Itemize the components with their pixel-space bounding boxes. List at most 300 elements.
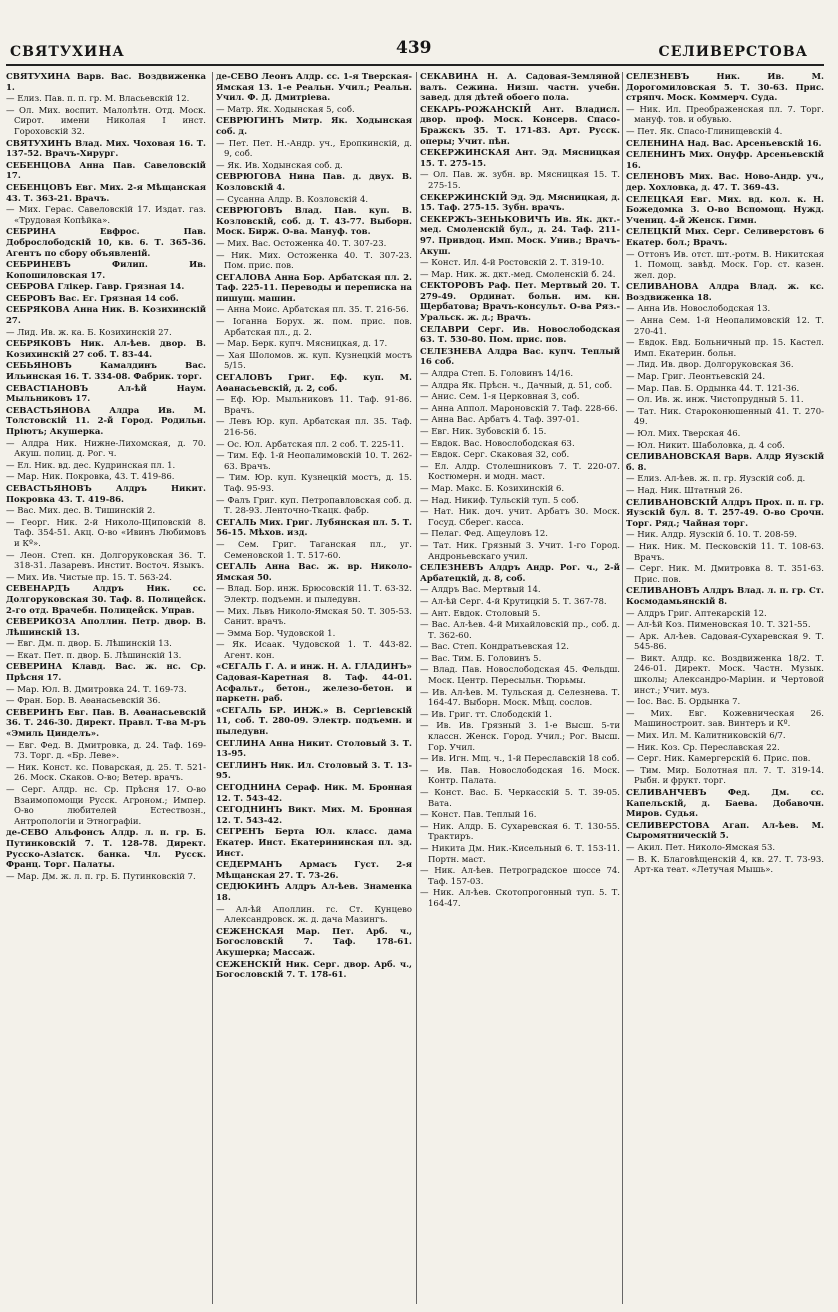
entry-text: СЕВЕРИКОЗА Аполлин. Петр. двор. В. Лѣшинскій 13. — [6, 617, 206, 638]
entry-text: — В. К. Благовѣщенскій 4, кв. 27. Т. 73-93. Арт-ка теат. «Летучая Мышь». — [626, 854, 824, 876]
entry-text: СЕВРЮГИНЪ Митр. Як. Ходынская соб. д. — [216, 116, 412, 137]
directory-subentry — [6, 685, 206, 696]
directory-subentry — [420, 585, 620, 596]
entry-text: — Евдок. Серг. Скаковая 32, соб. — [420, 450, 570, 461]
directory-entry — [216, 860, 412, 881]
entry-text: СЕЛИВАНОВСКАЯ Варв. Алдр Яузскій б. 8. — [626, 452, 824, 473]
entry-text: СЕГАЛОВЪ Григ. Еф. куп. М. Аѳанасьевскій, д. 2, соб. — [216, 373, 412, 394]
entry-text: СЕКТОРОВЪ Раф. Пет. Мертвый 20. Т. 279-49. Ординат. больн. им. кн. Щербатова; Врачъ-консульт. О-ва Ряз.-Уральск. ж. д.; Врачъ. — [420, 281, 620, 324]
directory-entry — [6, 584, 206, 616]
entry-text: — Леон. Степ. кн. Долгоруковская 36. Т. 318-31. Лазаревъ. Инстит. Восточ. Языкъ. — [6, 550, 206, 572]
directory-entry — [6, 139, 206, 160]
entry-text: — Оттонъ Ив. отст. шт.-ротм. В. Никитская 1. Помощ. завѣд. Моск. Гор. ст. казен. жел. дор. — [626, 249, 824, 281]
directory-entry — [626, 227, 824, 248]
entry-text: СЕКАРЬ-РОЖАНСКІЙ Ант. Владисл. двор. проф. Моск. Консерв. Спасо-Бражскъ 35. Т. 171-83. Арт. Русск. оперы; Учит. пѣн. — [420, 104, 620, 147]
entry-text: СЕБРЯКОВА Анна Ник. В. Козихинскій 27. — [6, 305, 206, 327]
directory-subentry — [420, 170, 620, 191]
entry-text: — Ник. Алдр. Б. Сухаревская 6. Т. 130-55. Трактиръ. — [420, 821, 620, 843]
directory-columns — [6, 72, 826, 1304]
entry-text: — Конст. Ил. 4-й Ростовскій 2. Т. 319-10. — [420, 258, 605, 269]
directory-subentry — [6, 461, 206, 472]
directory-subentry — [420, 507, 620, 528]
directory-subentry — [420, 496, 620, 507]
directory-subentry — [216, 105, 412, 116]
directory-subentry — [420, 529, 620, 540]
directory-entry — [626, 150, 824, 171]
directory-subentry — [420, 369, 620, 380]
running-head-left: СВЯТУХИНА — [10, 44, 125, 60]
entry-text: — Эмма Бор. Чудовской 1. — [216, 628, 336, 639]
directory-subentry — [626, 632, 824, 653]
entry-text: — Тим. Юр. куп. Кузнецкій мостъ, д. 15. Таф. 95-93. — [216, 473, 412, 494]
directory-subentry — [626, 250, 824, 282]
entry-text: СЕЖЕНСКАЯ Мар. Пет. Арб. ч., Богословскій 7. Таф. 178-61. Акушерка; Массаж. — [216, 926, 412, 958]
directory-subentry — [626, 709, 824, 730]
directory-subentry — [626, 316, 824, 337]
directory-subentry — [626, 697, 824, 708]
directory-subentry — [216, 351, 412, 372]
directory-subentry — [420, 404, 620, 415]
directory-subentry — [626, 407, 824, 428]
entry-text: СЕЛЕЗНЕВЪ Ник. Ив. М. Дорогомиловская 5. Т. 30-63. Прис. стряпч. Моск. Коммерч. Суда. — [626, 72, 824, 104]
column-3 — [416, 72, 623, 1304]
entry-text: — Мих. Вас. Остоженка 40. Т. 307-23. — [216, 238, 387, 249]
entry-text: — Екат. Пет. п. двор. Б. Лѣшинскій 13. — [6, 650, 182, 661]
entry-text: — Серг. Алдр. нс. Ср. Прѣсня 17. О-во Взаимопомощи Русск. Агроном.; Импер. О-во любителей Естествозн., Антропологіи и Этнографіи. — [6, 785, 206, 827]
directory-subentry — [626, 360, 824, 371]
entry-text: СЕГАЛЬ Анна Вас. ж. вр. Николо-Ямская 50. — [216, 562, 412, 583]
directory-subentry — [626, 384, 824, 395]
directory-subentry — [626, 564, 824, 585]
entry-text: — Ив. Пав. Новослободская 16. Моск. Контр. Палата. — [420, 765, 620, 787]
entry-text: СЕЛИВАНЧЕВЪ Фед. Дм. сс. Капельскій, д. Баева. Добавочн. Миров. Судья. — [626, 788, 824, 820]
directory-subentry — [216, 195, 412, 206]
directory-subentry — [626, 731, 824, 742]
directory-subentry — [420, 721, 620, 753]
directory-entry — [216, 739, 412, 760]
directory-entry — [420, 215, 620, 257]
column-2 — [212, 72, 415, 1304]
entry-text: СЕКЕРЖИНСКІЙ Эд. Эд. Мясницкая, д. 15. Таф. 275-15. Зубн. врачъ. — [420, 192, 620, 214]
entry-text: — Ел. Ник. вд. дес. Кудринская пл. 1. — [6, 460, 176, 471]
directory-entry — [6, 361, 206, 382]
directory-subentry — [420, 427, 620, 438]
entry-text: де-СЕВО Леонъ Алдр. сс. 1-я Тверская-Ямская 13. 1-е Реальн. Учил.; Реальн. Учил. Ф. Д. Дмитріева. — [216, 72, 412, 104]
entry-text: — Конст. Пав. Теплый 16. — [420, 810, 537, 821]
entry-text: — Нат. Ник. доч. учит. Арбатъ 30. Моск. Госуд. Сберег. касса. — [420, 507, 620, 528]
entry-text: — Ник. Ил. Преображенская пл. 7. Торг. мануф. тов. и обувью. — [626, 104, 824, 126]
entry-text: СЕБРОВА Глікер. Гавр. Грязная 14. — [6, 282, 185, 293]
entry-text: — Мар. Юл. В. Дмитровка 24. Т. 169-73. — [6, 684, 187, 695]
directory-entry — [216, 116, 412, 137]
directory-subentry — [216, 417, 412, 438]
directory-subentry — [216, 305, 412, 316]
directory-entry — [6, 260, 206, 281]
directory-subentry — [420, 866, 620, 887]
entry-text: де-СЕВО Альфонсъ Алдр. л. п. гр. Б. Путинковскій 7. Т. 128-78. Директ. Русско-Азіатск. банка. Чл. Русск. Франц. Торг. Палаты. — [6, 828, 206, 871]
entry-text: СЕЛЕЗНЕВА Алдра Вас. купч. Теплый 16 соб. — [420, 346, 620, 368]
directory-entry — [6, 282, 206, 293]
directory-subentry — [420, 381, 620, 392]
entry-text: — Мих. Герас. Савеловскій 17. Издат. газ. «Трудовая Копѣйка». — [6, 205, 206, 226]
entry-text: — Анна Сем. 1-й Неопалимовскій 12. Т. 270-41. — [626, 316, 824, 337]
directory-subentry — [216, 161, 412, 172]
directory-entry — [6, 384, 206, 405]
entry-text: СЕЛЕЗНЕВЪ Алдръ Андр. Рог. ч., 2-й Арбатецкій, д. 8, соб. — [420, 563, 620, 584]
entry-text: — Еф. Юр. Мыльниковъ 11. Таф. 91-86. Врачъ. — [216, 395, 412, 416]
directory-subentry — [626, 654, 824, 696]
entry-text: — Як. Исаак. Чудовской 1. Т. 443-82. Агент. кон. — [216, 640, 412, 661]
entry-text: — Ив. Григ. тт. Слободскій 1. — [420, 709, 552, 720]
entry-text: — Фран. Бор. В. Аѳанасьевскій 36. — [6, 696, 161, 707]
directory-entry — [626, 72, 824, 104]
directory-subentry — [626, 304, 824, 315]
directory-subentry — [420, 642, 620, 653]
directory-entry — [626, 195, 824, 227]
directory-entry — [6, 161, 206, 182]
entry-text: — Анна Аппол. Мароновскій 7. Таф. 228-66. — [420, 403, 618, 414]
entry-text: — Мих. Ил. М. Калитниковскій 6/7. — [626, 731, 786, 742]
entry-text: СЕБРОВЪ Вас. Ег. Грязная 14 соб. — [6, 293, 179, 304]
entry-text: СЕБРИНА Евфрос. Пав. Доброслободскій 10, кв. 6. Т. 365-36. Агентъ по сбору объявленій. — [6, 227, 206, 259]
entry-text: — Акил. Пет. Николо-Ямская 53. — [626, 842, 776, 853]
directory-entry — [6, 294, 206, 305]
directory-entry — [6, 339, 206, 360]
directory-entry — [216, 562, 412, 583]
directory-entry — [216, 706, 412, 738]
directory-subentry — [6, 205, 206, 226]
directory-subentry — [216, 451, 412, 472]
entry-text: СЕГРЕНЪ Берта Юл. класс. дама Екатер. Инст. Екатерининская пл. зд. Инст. — [216, 827, 412, 859]
directory-entry — [216, 927, 412, 959]
entry-text: — Ив. Ал-ѣев. М. Тульская д. Селезнева. Т. 164-47. Выборн. Моск. Мѣщ. сослов. — [420, 687, 620, 709]
directory-subentry — [216, 473, 412, 494]
directory-entry — [216, 206, 412, 238]
entry-text: — Евг. Ник. Зубовскій б. 15. — [420, 427, 547, 437]
directory-entry — [6, 406, 206, 438]
entry-text: — Мар. Григ. Леонтьевскій 24. — [626, 372, 766, 383]
entry-text: СЕБРИНЕВЪ Филип. Ив. Копошиловская 17. — [6, 260, 206, 281]
entry-text: СЕЛИВАНОВЪ Алдръ Влад. л. п. гр. Ст. Космодамьянскій 8. — [626, 586, 824, 607]
entry-text: — Алдръ Вас. Мертвый 14. — [420, 585, 541, 596]
directory-entry — [6, 227, 206, 259]
directory-subentry — [420, 810, 620, 821]
directory-subentry — [420, 270, 620, 281]
entry-text: — Влад. Пав. Новослободская 45. Фельдш. Моск. Центр. Пересыльн. Тюрьмы. — [420, 665, 620, 687]
directory-entry — [6, 662, 206, 683]
directory-subentry — [626, 429, 824, 440]
entry-text: — Вас. Мих. дес. В. Тишинскій 2. — [6, 506, 156, 517]
entry-text: — Юл. Мих. Тверская 46. — [626, 429, 741, 439]
directory-subentry — [626, 338, 824, 359]
entry-text: СЕВАСТІАНОВЪ Ал-ѣй Наум. Мыльниковъ 17. — [6, 383, 206, 405]
entry-text: — Мих. Ив. Чистые пр. 15. Т. 563-24. — [6, 572, 172, 583]
entry-text: СЕВЕРИНЪ Евг. Пав. В. Аѳанасьевскій 36. Т. 246-30. Директ. Правл. Т-ва М-ръ «Эмиль Цинделъ». — [6, 707, 206, 740]
entry-text: СЕВЕНАРДЪ Алдръ Ник. сс. Долгоруковская 30. Таф. 8. Полицейск. 2-го отд. Врачебн. Полицейск. Управ. — [6, 584, 206, 616]
directory-subentry — [420, 788, 620, 809]
entry-text: — Никита Дм. Ник.-Кисельный 6. Т. 153-11. Портн. маст. — [420, 843, 620, 865]
entry-text: — Мар. Ник. Покровка, 43. Т. 419-86. — [6, 472, 175, 483]
entry-text: — Ал-ѣй Серг. 4-й Крутицкій 5. Т. 367-78. — [420, 596, 607, 607]
directory-subentry — [626, 609, 824, 620]
directory-entry — [6, 708, 206, 740]
entry-text: — Анна Ив. Новослободская 13. — [626, 304, 771, 315]
entry-text: — Евдок. Евд. Больничный пр. 15. Кастел. Имп. Екатерин. больн. — [626, 338, 824, 359]
entry-text: — Алдра Як. Прѣсн. ч., Дачный, д. 51, соб. — [420, 380, 613, 391]
entry-text: СЕГОДНИНЪ Викт. Мих. М. Бронная 12. Т. 543-42. — [216, 805, 412, 826]
entry-text: — Як. Ив. Ходынская соб. д. — [216, 160, 343, 171]
entry-text: СЕЛАВРИ Серг. Ив. Новослободская 63. Т. 530-80. Пом. прис. пов. — [420, 324, 620, 346]
entry-text: СЕЛИВАНОВА Алдра Влад. ж. кс. Воздвиженка 18. — [626, 282, 824, 303]
directory-subentry — [626, 542, 824, 563]
entry-text: — Алдра Ник. Нижне-Лихомская, д. 70. Акуш. полиц. д. Рог. ч. — [6, 438, 206, 460]
entry-text: — Мар. Дм. ж. л. п. гр. Б. Путинковскій 7. — [6, 871, 196, 882]
directory-subentry — [420, 258, 620, 269]
entry-text: СЕВАСТЬЯНОВА Алдра Ив. М. Толстовскій 11. 2-й Город. Родильн. Пріютъ; Акушерка. — [6, 405, 206, 437]
entry-text: СЕБЬЯНОВЪ Камалдинъ Вас. Ильинская 16. Т. 334-08. Фабрик. торг. — [6, 361, 206, 383]
directory-subentry — [216, 540, 412, 561]
entry-text: СЕБЕНЦОВА Анна Пав. Савеловскій 17. — [6, 160, 206, 182]
directory-subentry — [626, 127, 824, 138]
directory-subentry — [6, 506, 206, 517]
entry-text: — Арк. Ал-ѣев. Садовая-Сухаревская 9. Т. 545-86. — [626, 631, 824, 653]
entry-text: — Ив. Ив. Грязный 3. 1-е Высш. 5-ти классн. Женск. Город. Учил.; Рог. Высш. Гор. Учил. — [420, 721, 620, 753]
entry-text: — Ник. Алдр. Яузскій б. 10. Т. 208-59. — [626, 530, 798, 541]
entry-text: — Ал-ѣй Коз. Пименовская 10. Т. 321-55. — [626, 620, 811, 631]
entry-text: — Тат. Ник. Грязный 3. Учит. 1-го Город. Андроньевскаго учил. — [420, 540, 620, 562]
directory-subentry — [420, 620, 620, 641]
entry-text: СЕГЛИНЪ Ник. Ил. Столовый 3. Т. 13-95. — [216, 760, 412, 782]
entry-text: — Влад. Бор. инж. Брюсовскій 11. Т. 63-32. Электр. подъемн. и пыледувн. — [216, 584, 412, 605]
entry-text: — Пет. Як. Спасо-Глинищевскій 4. — [626, 126, 783, 137]
directory-subentry — [6, 94, 206, 105]
directory-subentry — [626, 530, 824, 541]
directory-subentry — [216, 395, 412, 416]
entry-text: СЕКАВИНА Н. А. Садовая-Земляной валъ. Сежина. Низш. частн. учебн. завед. для дѣтей обоего пола. — [420, 72, 620, 104]
entry-text: СВЯТУХИНЪ Влад. Мих. Чоховая 16. Т. 137-52. Врачъ-Хирург. — [6, 138, 206, 160]
entry-text: — Левъ Юр. куп. Арбатская пл. 35. Таф. 216-56. — [216, 417, 412, 438]
entry-text: СЕБРЯКОВЪ Ник. Ал-ѣев. двор. В. Козихинскій 27 соб. Т. 83-44. — [6, 339, 206, 360]
entry-text: СЕКЕРЖЪ-ЗЕНЬКОВИЧЪ Ив. Як. дкт.-мед. Смоленскій бул., д. 24. Таф. 211-97. Привдоц. Имп. Моск. Унив.; Врачъ-Акуш. — [420, 214, 620, 257]
entry-text: — Сем. Григ. Таганская пл., уг. Семеновской 1. Т. 517-60. — [216, 539, 412, 561]
directory-subentry — [6, 472, 206, 483]
entry-text: — Елиз. Ал-ѣев. ж. п. гр. Яузскій соб. д. — [626, 474, 806, 485]
entry-text: СЕВРЮГОВЪ Влад. Пав. куп. В. Козловскій, соб. д. Т. 43-77. Выборн. Моск. Бирж. О-ва. Мануф. тов. — [216, 206, 412, 238]
entry-text: — Мар. Ник. ж. дкт.-мед. Смоленскій б. 24. — [420, 269, 616, 280]
entry-text: СЕЛЕНИНЪ Мих. Онуфр. Арсеньевскій 16. — [626, 150, 824, 171]
entry-text: — Ол. Пав. ж. зубн. вр. Мясницкая 15. Т. 275-15. — [420, 170, 620, 191]
page-number: 439 — [396, 38, 432, 58]
entry-text: — Лид. Ив. двор. Долгоруковская 36. — [626, 360, 794, 371]
directory-entry — [216, 882, 412, 903]
entry-text: — Ант. Евдок. Столовый 5. — [420, 608, 541, 619]
directory-subentry — [420, 665, 620, 686]
directory-entry — [216, 805, 412, 826]
entry-text: — Матр. Як. Ходынская 5, соб. — [216, 104, 355, 115]
entry-text: — Ник. Конст. кс. Поварская, д. 25. Т. 521-26. Моск. Скаков. О-во; Ветер. врачъ. — [6, 762, 206, 784]
entry-text: СЕГЛИНА Анна Никит. Столовый 3. Т. 13-95. — [216, 738, 412, 760]
directory-subentry — [626, 372, 824, 383]
directory-subentry — [216, 440, 412, 451]
entry-text: — Іоганна Борух. ж. пом. прис. пов. Арбатская пл., д. 2. — [216, 317, 412, 338]
entry-text: — Ник. Коз. Ср. Переславская 22. — [626, 742, 780, 753]
entry-text: — Лид. Ив. ж. ка. Б. Козихинскій 27. — [6, 327, 172, 338]
entry-text: — Мих. Евг. Кожевническая 26. Машиностроит. зав. Винтеръ и Кº. — [626, 708, 824, 730]
directory-subentry — [420, 597, 620, 608]
entry-text: СЕГАЛОВА Анна Бор. Арбатская пл. 2. Таф. 225-11. Переводы и переписка на пишущ. машин. — [216, 272, 412, 304]
entry-text: СЕДЮКИНЪ Алдръ Ал-ѣев. Знаменка 18. — [216, 882, 412, 903]
entry-text: — Сусанна Алдр. В. Козловскій 4. — [216, 194, 369, 205]
directory-entry — [626, 139, 824, 150]
directory-subentry — [420, 766, 620, 787]
directory-subentry — [420, 541, 620, 562]
directory-entry — [420, 281, 620, 323]
entry-text: — Евдок. Вас. Новослободская 63. — [420, 438, 575, 449]
entry-text: — Георг. Ник. 2-й Николо-Щиповскій 8. Таф. 354-51. Акц. О-во «Ивинъ Любимовъ и Кº». — [6, 517, 206, 549]
directory-subentry — [420, 888, 620, 909]
directory-entry — [216, 827, 412, 859]
directory-subentry — [216, 317, 412, 338]
entry-text: — Над. Ник. Штатный 26. — [626, 485, 743, 496]
directory-entry — [420, 72, 620, 104]
entry-text: — Ол. Ив. ж. инж. Чистопрудный 5. 11. — [626, 395, 804, 406]
entry-text: — Ив. Игн. Мщ. ч., 1-й Переславскій 18 соб. — [420, 754, 620, 765]
directory-subentry — [216, 496, 412, 517]
entry-text: — Евг. Дм. п. двор. Б. Лѣшинскій 13. — [6, 639, 172, 650]
directory-subentry — [420, 822, 620, 843]
directory-entry — [216, 273, 412, 305]
entry-text: — Пелаг. Фед. Ащеуловъ 12. — [420, 529, 548, 540]
directory-subentry — [420, 688, 620, 709]
directory-subentry — [6, 439, 206, 460]
directory-subentry — [626, 843, 824, 854]
directory-subentry — [420, 609, 620, 620]
running-head-right: СЕЛИВЕРСТОВА — [658, 44, 808, 60]
directory-entry — [420, 193, 620, 214]
entry-text: СЕБЕНЦОВЪ Евг. Мих. 2-я Мѣщанская 43. Т. 363-21. Врачъ. — [6, 182, 206, 204]
entry-text: СЕГАЛЬ Мих. Григ. Лубянская пл. 5. Т. 56-15. Мѣхов. изд. — [216, 517, 412, 539]
directory-subentry — [420, 450, 620, 461]
directory-entry — [216, 172, 412, 193]
entry-text: СЕЛИВАНОВСКІЙ Алдръ Прох. п. п. гр. Яузскій бул. 8. Т. 257-49. О-во Срочн. Торг. Ряд.; Чайная торг. — [626, 497, 825, 529]
directory-subentry — [420, 654, 620, 665]
directory-subentry — [6, 763, 206, 784]
entry-text: — Алдръ Григ. Аптекарскій 12. — [626, 608, 767, 619]
directory-subentry — [626, 486, 824, 497]
directory-entry — [216, 72, 412, 104]
entry-text: — Тим. Еф. 1-й Неопалимовскій 10. Т. 262-63. Врачъ. — [216, 451, 412, 472]
directory-subentry — [626, 441, 824, 452]
directory-subentry — [216, 139, 412, 160]
directory-entry — [626, 788, 824, 820]
directory-subentry — [626, 105, 824, 126]
directory-subentry — [420, 415, 620, 426]
directory-subentry — [6, 106, 206, 138]
directory-subentry — [626, 855, 824, 876]
directory-subentry — [216, 239, 412, 250]
directory-subentry — [216, 629, 412, 640]
directory-subentry — [626, 766, 824, 787]
entry-text: — Анна Моис. Арбатская пл. 35. Т. 216-56. — [216, 305, 409, 316]
page-header — [0, 0, 838, 62]
directory-subentry — [6, 741, 206, 762]
entry-text: — Тим. Мир. Болотная пл. 7. Т. 319-14. Рыбн. и фрукт. торг. — [626, 765, 824, 787]
entry-text: СЕЖЕНСКІЙ Ник. Серг. двор. Арб. ч., Богословскій 7. Т. 178-61. — [216, 959, 412, 981]
entry-text: — Ник. Ал-ѣев. Скотопрогонный туп. 5. Т. 164-47. — [420, 888, 620, 909]
directory-entry — [216, 960, 412, 981]
entry-text: — Конст. Вас. Б. Черкасскій 5. Т. 39-05. Вата. — [420, 788, 620, 809]
directory-subentry — [626, 395, 824, 406]
entry-text: СЕГОДНИНА Сераф. Ник. М. Бронная 12. Т. 543-42. — [216, 783, 412, 804]
directory-subentry — [420, 462, 620, 483]
entry-text: — Вас. Ал-ѣев. 4-й Михайловскій пр., соб. д. Т. 362-60. — [420, 620, 620, 641]
directory-entry — [6, 305, 206, 326]
entry-text: — Мар. Макс. Б. Козихинскій 6. — [420, 483, 565, 494]
entry-text: СВЯТУХИНА Варв. Вас. Воздвиженка 1. — [6, 72, 206, 93]
directory-entry — [6, 617, 206, 638]
entry-text: — Серг. Ник. Камергерскій 6. Прис. пов. — [626, 754, 811, 765]
directory-subentry — [420, 484, 620, 495]
directory-subentry — [216, 905, 412, 926]
entry-text: — Вас. Тим. Б. Головинъ 5. — [420, 653, 542, 664]
directory-entry — [626, 172, 824, 193]
directory-subentry — [6, 518, 206, 550]
directory-subentry — [6, 785, 206, 827]
entry-text: — Іос. Вас. Б. Ордынка 7. — [626, 697, 741, 708]
column-4 — [622, 72, 827, 1304]
entry-text: — Ник. Ник. М. Песковскій 11. Т. 108-63. Врачъ. — [626, 541, 824, 563]
directory-subentry — [216, 339, 412, 350]
entry-text: СЕЛЕЦКАЯ Евг. Мих. вд. кол. к. Н. Божедомка 3. О-во Вспомощ. Нужд. Учениц. 4-й Женск. Гимн. — [626, 194, 824, 226]
directory-subentry — [6, 872, 206, 883]
entry-text: — Над. Никиф. Тульскій туп. 5 соб. — [420, 495, 579, 506]
entry-text: СЕКЕРЖИНСКАЯ Ант. Эд. Мясницкая 15. Т. 275-15. — [420, 148, 620, 169]
header-rule — [6, 64, 824, 66]
directory-entry — [420, 563, 620, 584]
directory-entry — [420, 347, 620, 368]
directory-entry — [6, 484, 206, 505]
entry-text: — Евг. Фед. В. Дмитровка, д. 24. Таф. 169-73. Торг. д. «Бр. Леве». — [6, 740, 206, 762]
directory-subentry — [420, 439, 620, 450]
directory-subentry — [626, 474, 824, 485]
directory-subentry — [216, 584, 412, 605]
entry-text: — Викт. Алдр. кс. Воздвиженка 18/2. Т. 246-01. Директ. Моск. Частн. Музык. школы; Александро-Маріин. и Чертовой инст.; Учит. муз. — [626, 653, 824, 696]
entry-text: — Фалъ Григ. куп. Петропавловская соб. д. Т. 28-93. Ленточно-Ткацк. фабр. — [216, 495, 412, 517]
directory-subentry — [6, 651, 206, 662]
entry-text: СЕВРЮГОВА Нина Пав. д. двух. В. Козловскій 4. — [216, 172, 412, 193]
entry-text: СЕДЕРМАНЪ Армасъ Густ. 2-я Мѣщанская 27. Т. 73-26. — [216, 860, 412, 881]
entry-text: СЕЛЕЦКІЙ Мих. Серг. Селиверстовъ 6 Екатер. бол.; Врачъ. — [626, 227, 824, 248]
entry-text: — Пет. Пет. Н.-Андр. уч., Еропкинскій, д. 9, соб. — [216, 138, 412, 160]
directory-entry — [6, 828, 206, 870]
entry-text: — Ник. Мих. Остоженка 40. Т. 307-23. Пом. прис. пов. — [216, 250, 412, 272]
entry-text: — Анис. Сем. 1-я Церковная 3, соб. — [420, 392, 580, 403]
directory-entry — [6, 183, 206, 204]
directory-subentry — [626, 620, 824, 631]
entry-text: — Анна Вас. Арбатъ 4. Таф. 397-01. — [420, 415, 580, 426]
directory-subentry — [626, 743, 824, 754]
directory-subentry — [420, 754, 620, 765]
directory-entry — [626, 821, 824, 842]
entry-text: — Елиз. Пав. п. п. гр. М. Власьевскій 12. — [6, 94, 190, 105]
directory-entry — [626, 586, 824, 607]
directory-subentry — [420, 710, 620, 721]
entry-text: СЕЛИВЕРСТОВА Агап. Ал-ѣев. М. Сыромятническій 5. — [626, 820, 824, 842]
directory-entry — [420, 105, 620, 147]
entry-text: СЕВАСТЬЯНОВЪ Алдръ Никит. Покровка 43. Т. 419-86. — [6, 483, 206, 505]
entry-text: — Ел. Алдр. Столешниковъ 7. Т. 220-07. Костюмерн. и модн. маст. — [420, 461, 620, 483]
entry-text: — Алдра Степ. Б. Головинъ 14/16. — [420, 369, 574, 380]
